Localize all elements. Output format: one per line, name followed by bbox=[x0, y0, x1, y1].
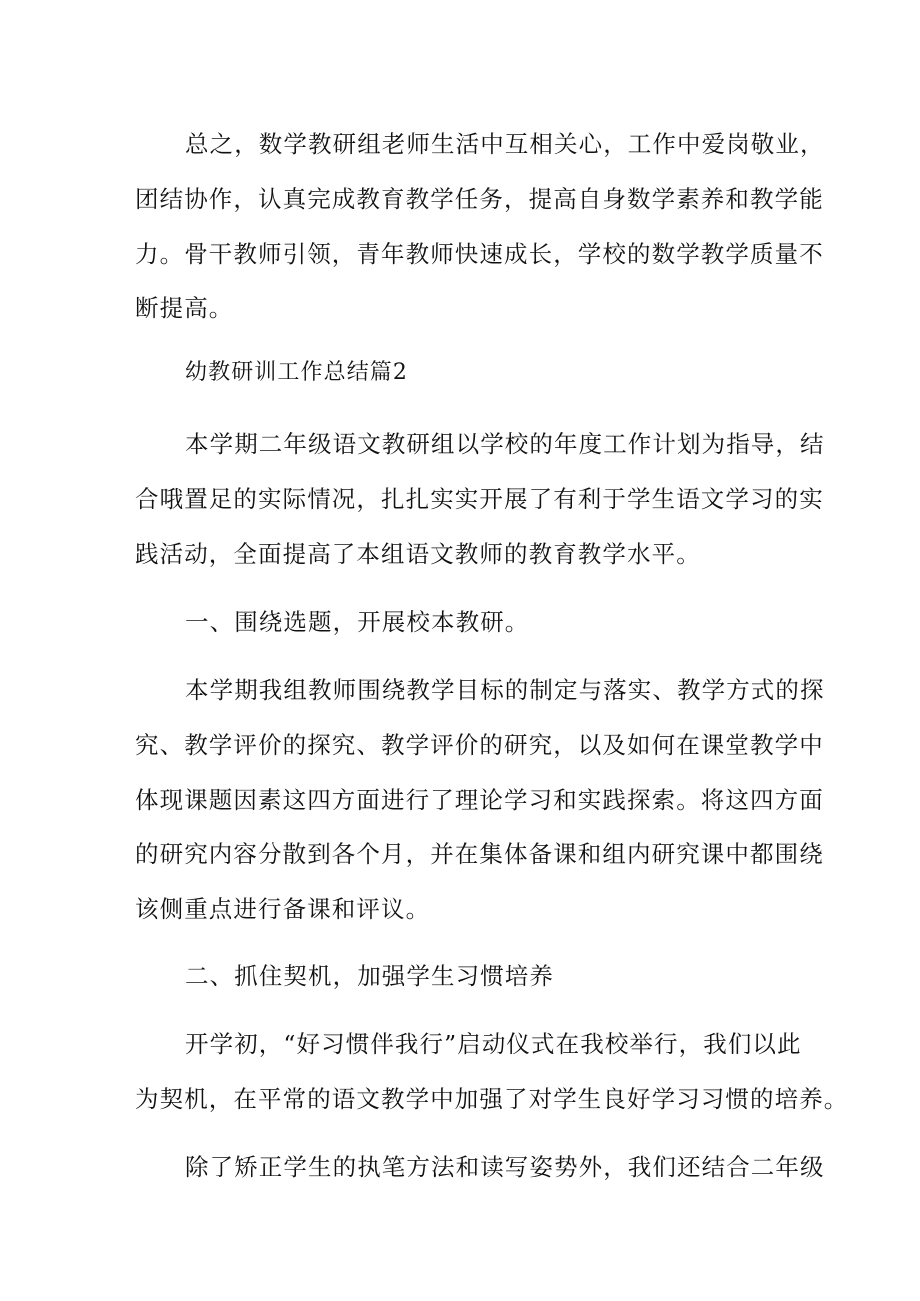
paragraph-3-line-3: 体现课题因素这四方面进行了理论学习和实践探索。将这四方面 bbox=[135, 786, 824, 814]
paragraph-1-line-3: 力。骨干教师引领，青年教师快速成长，学校的数学教学质量不 bbox=[135, 240, 824, 268]
paragraph-2-line-1: 本学期二年级语文教研组以学校的年度工作计划为指导，结 bbox=[185, 430, 825, 458]
paragraph-3-line-1: 本学期我组教师围绕教学目标的制定与落实、教学方式的探 bbox=[185, 676, 825, 704]
paragraph-3-line-4: 的研究内容分散到各个月，并在集体备课和组内研究课中都围绕 bbox=[135, 840, 824, 868]
heading-1: 一、围绕选题，开展校本教研。 bbox=[185, 608, 530, 636]
paragraph-2-line-3: 践活动，全面提高了本组语文教师的教育教学水平。 bbox=[135, 540, 701, 568]
heading-2: 二、抓住契机，加强学生习惯培养 bbox=[185, 962, 554, 990]
paragraph-4-line-2: 为契机，在平常的语文教学中加强了对学生良好学习习惯的培养。 bbox=[135, 1085, 849, 1113]
paragraph-1-line-2: 团结协作，认真完成教育教学任务，提高自身数学素养和教学能 bbox=[135, 185, 824, 213]
paragraph-2-line-2: 合哦置足的实际情况，扎扎实实开展了有利于学生语文学习的实 bbox=[135, 485, 824, 513]
paragraph-3-line-2: 究、教学评价的探究、教学评价的研究，以及如何在课堂教学中 bbox=[135, 731, 824, 759]
section-title: 幼教研训工作总结篇2 bbox=[185, 360, 408, 385]
paragraph-1-line-4: 断提高。 bbox=[135, 294, 234, 322]
paragraph-4-line-1: 开学初，“好习惯伴我行”启动仪式在我校举行，我们以此 bbox=[185, 1030, 802, 1058]
paragraph-3-line-5: 该侧重点进行备课和评议。 bbox=[135, 895, 431, 923]
paragraph-5-line-1: 除了矫正学生的执笔方法和读写姿势外，我们还结合二年级 bbox=[185, 1153, 825, 1181]
paragraph-1-line-1: 总之，数学教研组老师生活中互相关心，工作中爱岗敬业， bbox=[185, 130, 825, 158]
